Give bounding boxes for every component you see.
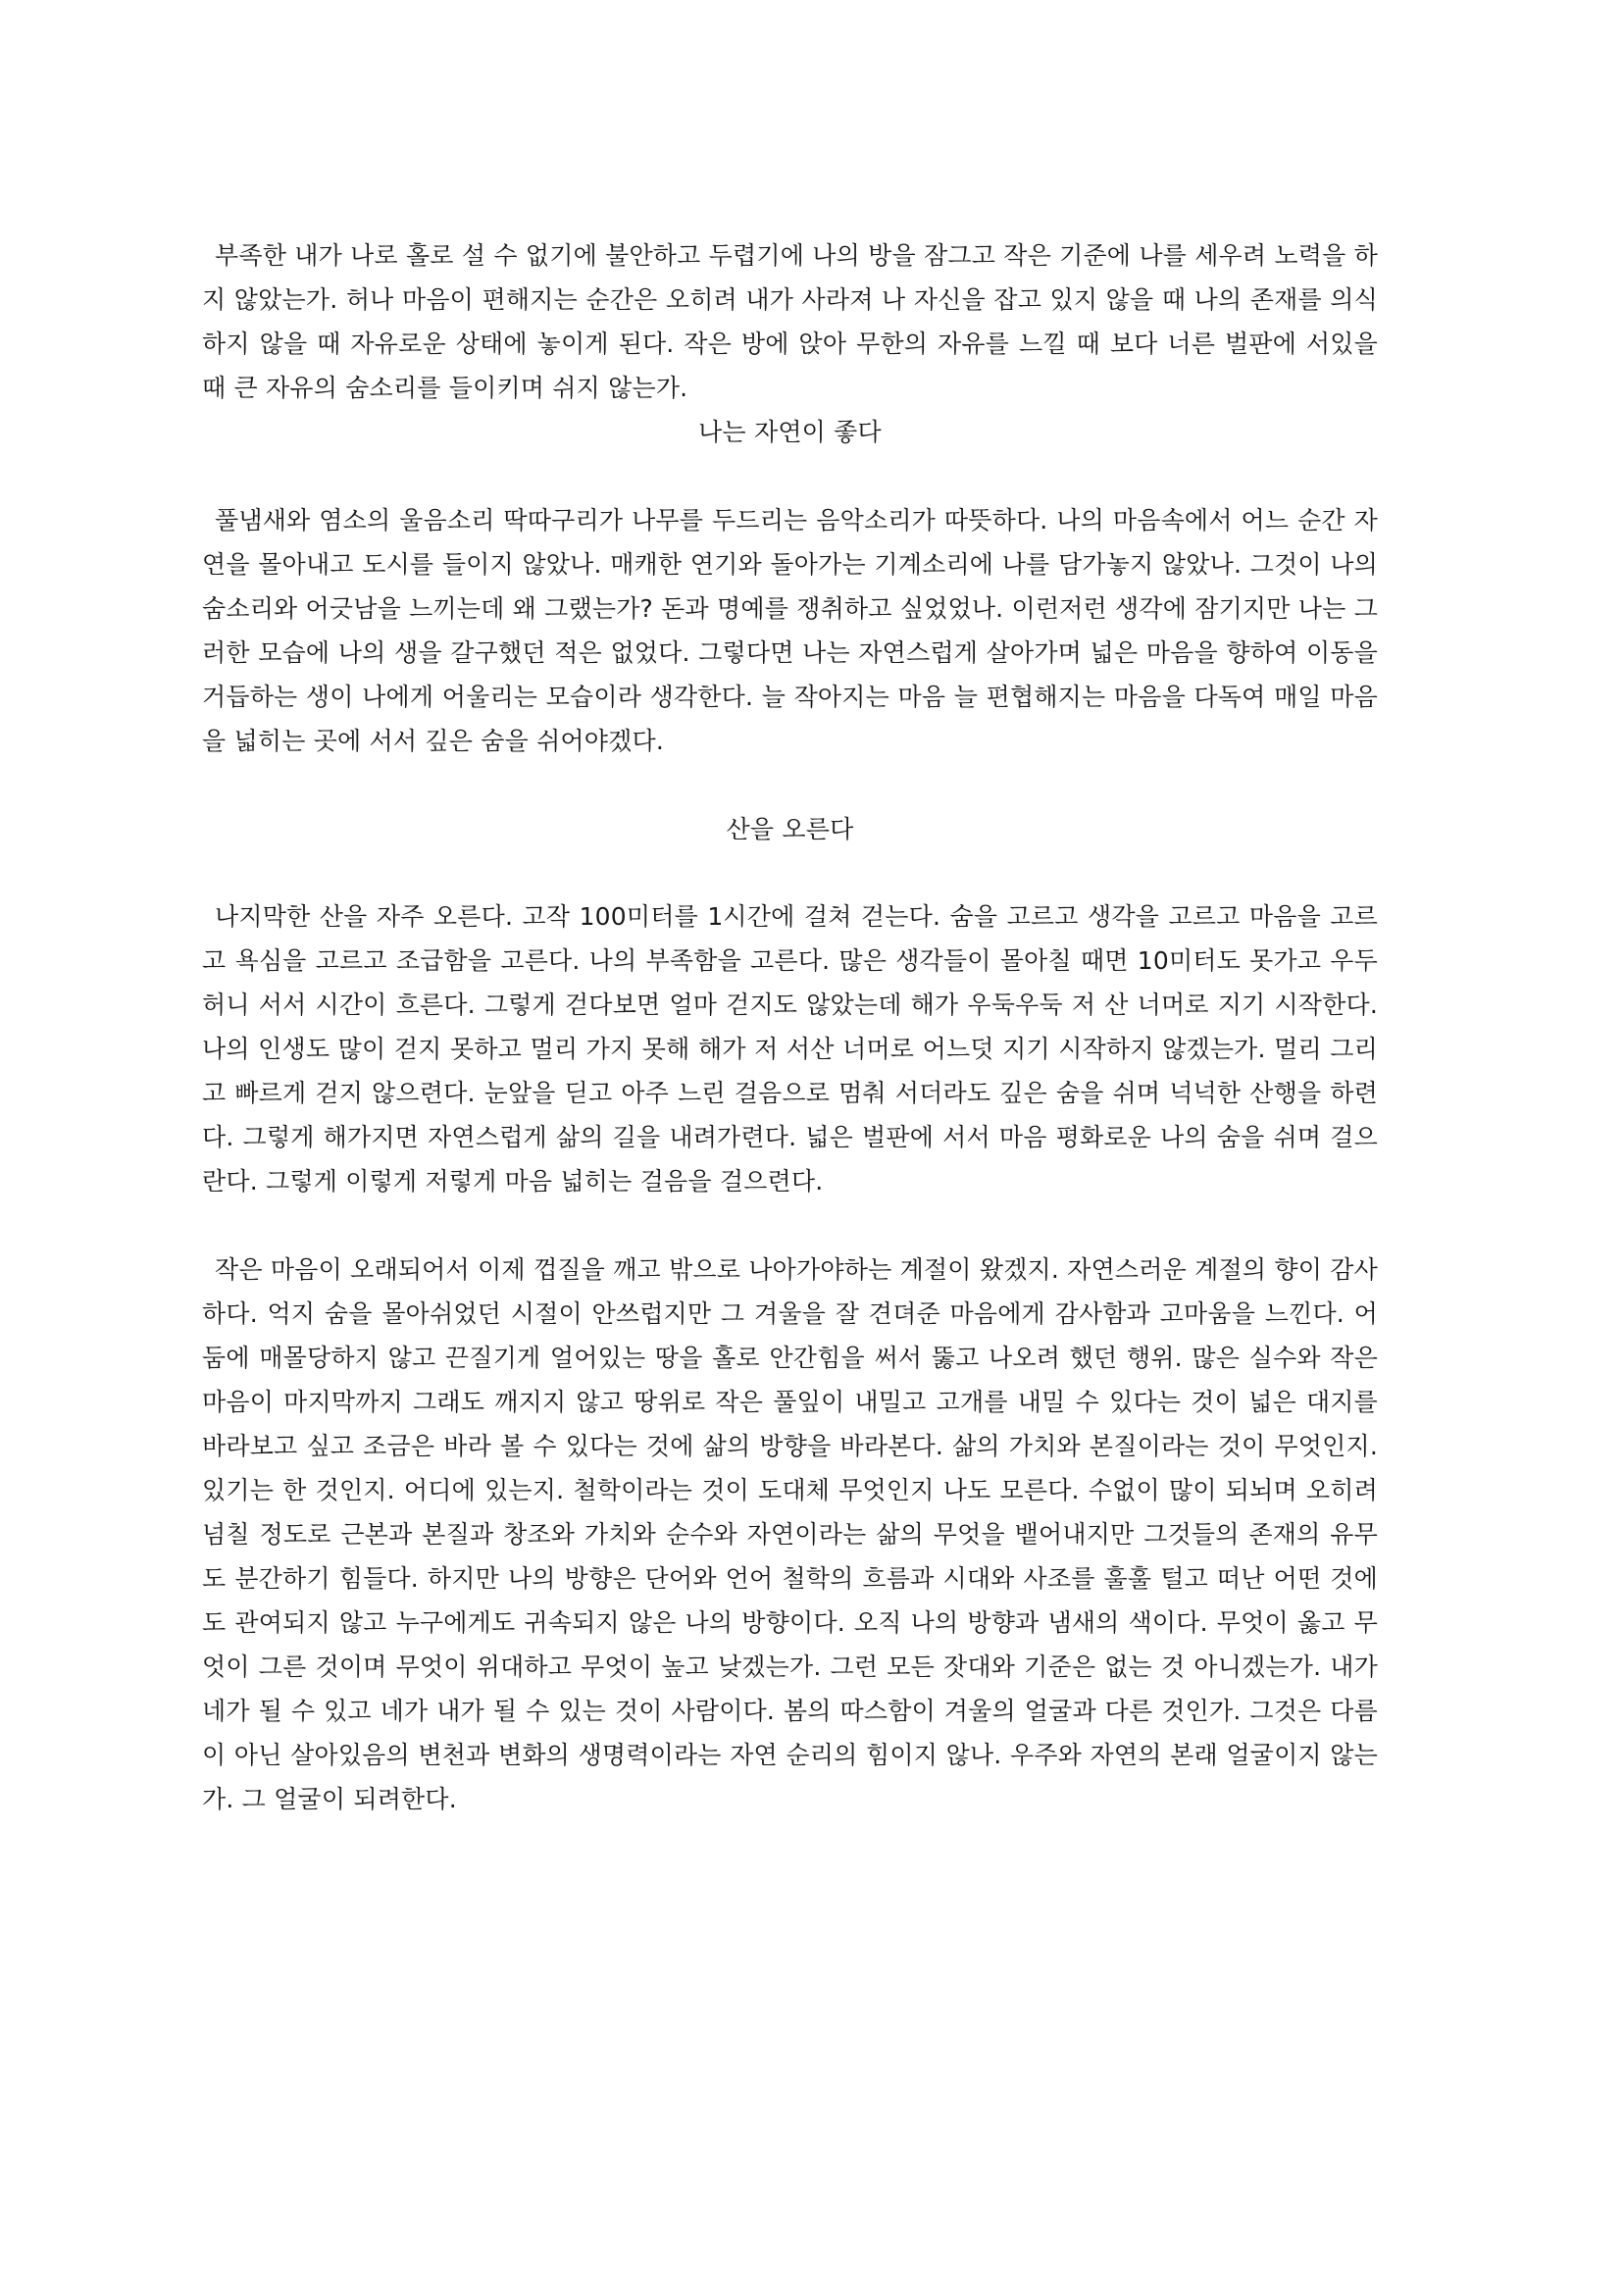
spacer — [202, 851, 1378, 894]
section-heading-nature: 나는 자연이 좋다 — [698, 418, 882, 446]
section-heading-mountain: 산을 오른다 — [726, 815, 854, 843]
paragraph-3: 나지막한 산을 자주 오른다. 고작 100미터를 1시간에 걸쳐 걷는다. 숨을 고르고 생각을 고르고 마음을 고르고 욕심을 고르고 조급함을 고른다. 나의 부족함을 고른다. 많은 생각들이 몰아칠 때면 10미터도 못가고 우두 허니 서서 시간이 흐른다. 그렇게 걷다보면 얼마 걷지도 않았는데 해가 우둑우둑 저 산 너머로 지기 시작한다. 나의 인생도 많이 걷지 못하고 멀리 가지 못해 해가 저 서산 너머로 어느덧 지기 시작하지 않겠는가. 멀리 그리고 빠르게 걷지 않으련다. 눈앞을 딛고 아주 느린 걸음으로 멈춰 서더라도 깊은 숨을 쉬며 넉넉한 산행을 하련다. 그렇게 해가지면 자연스럽게 삶의 길을 내려가련다. 넓은 벌판에 서서 마음 평화로운 나의 숨을 쉬며 걸으란다. 그렇게 이렇게 저렇게 마음 넓히는 걸음을 걸으련다. — [202, 902, 1378, 1195]
spacer — [202, 454, 1378, 498]
paragraph-4: 작은 마음이 오래되어서 이제 껍질을 깨고 밖으로 나아가야하는 계절이 왔겠지. 자연스러운 계절의 향이 감사하다. 억지 숨을 몰아쉬었던 시절이 안쓰럽지만 그 겨울을 잘 견뎌준 마음에게 감사함과 고마움을 느낀다. 어둠에 매몰당하지 않고 끈질기게 얼어있는 땅을 홀로 안간힘을 써서 뚫고 나오려 했던 행위. 많은 실수와 작은 마음이 마지막까지 그래도 깨지지 않고 땅위로 작은 풀잎이 내밀고 고개를 내밀 수 있다는 것이 넓은 대지를 바라보고 싶고 조금은 바라 볼 수 있다는 것에 삶의 방향을 바라본다. 삶의 가치와 본질이라는 것이 무엇인지. 있기는 한 것인지. 어디에 있는지. 철학이라는 것이 도대체 무엇인지 나도 모른다. 수없이 많이 되뇌며 오히려 넘칠 정도로 근본과 본질과 창조와 가치와 순수와 자연이라는 삶의 무엇을 뱉어내지만 그것들의 존재의 유무도 분간하기 힘들다. 하지만 나의 방향은 단어와 언어 철학의 흐름과 시대와 사조를 훌훌 털고 떠난 어떤 것에도 관여되지 않고 누구에게도 귀속되지 않은 나의 방향이다. 오직 나의 방향과 냄새의 색이다. 무엇이 옳고 무엇이 그른 것이며 무엇이 위대하고 무엇이 높고 낮겠는가. 그런 모든 잣대와 기준은 없는 것 아니겠는가. 내가 네가 될 수 있고 네가 내가 될 수 있는 것이 사람이다. 봄의 따스함이 겨울의 얼굴과 다른 것인가. 그것은 다름이 아닌 살아있음의 변천과 변화의 생명력이라는 자연 순리의 힘이지 않나. 우주와 자연의 본래 얼굴이지 않는가. 그 얼굴이 되려한다. — [202, 1255, 1378, 1813]
spacer — [202, 763, 1378, 807]
paragraph-1: 부족한 내가 나로 홀로 설 수 없기에 불안하고 두렵기에 나의 방을 잠그고 작은 기준에 나를 세우려 노력을 하지 않았는가. 허나 마음이 편해지는 순간은 오히려 내가 사라져 나 자신을 잡고 있지 않을 때 나의 존재를 의식하지 않을 때 자유로운 상태에 놓이게 된다. 작은 방에 앉아 무한의 자유를 느낄 때 보다 너른 벌판에 서있을 때 큰 자유의 숨소리를 들이키며 쉬지 않는가. — [202, 241, 1378, 402]
spacer — [202, 1203, 1378, 1247]
paragraph-2: 풀냄새와 염소의 울음소리 딱따구리가 나무를 두드리는 음악소리가 따뜻하다. 나의 마음속에서 어느 순간 자연을 몰아내고 도시를 들이지 않았나. 매캐한 연기와 돌아가는 기계소리에 나를 담가놓지 않았나. 그것이 나의 숨소리와 어긋남을 느끼는데 왜 그랬는가? 돈과 명예를 쟁취하고 싶었었나. 이런저런 생각에 잠기지만 나는 그러한 모습에 나의 생을 갈구했던 적은 없었다. 그렇다면 나는 자연스럽게 살아가며 넓은 마음을 향하여 이동을 거듭하는 생이 나에게 어울리는 모습이라 생각한다. 늘 작아지는 마음 늘 편협해지는 마음을 다독여 매일 마음을 넓히는 곳에 서서 깊은 숨을 쉬어야겠다. — [202, 506, 1378, 755]
text-column — [202, 233, 1378, 1821]
